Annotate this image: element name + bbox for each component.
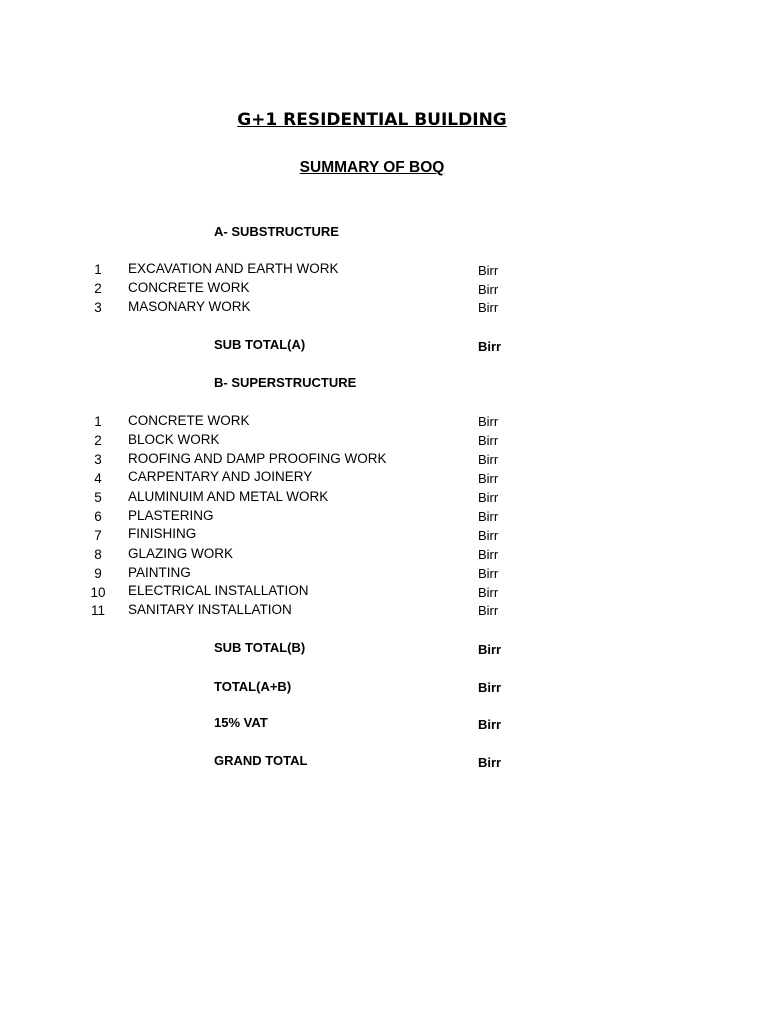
- item-unit: Birr: [478, 528, 499, 543]
- section-heading-substructure: A- SUBSTRUCTURE: [214, 224, 339, 239]
- item-label: BLOCK WORK: [128, 432, 220, 447]
- total-unit: Birr: [478, 680, 502, 695]
- item-number: 7: [94, 528, 102, 543]
- item-label: MASONARY WORK: [128, 299, 251, 314]
- grand-total-label: GRAND TOTAL: [214, 753, 308, 768]
- item-number: 1: [94, 414, 102, 429]
- item-number: 3: [94, 300, 102, 315]
- item-label: CARPENTARY AND JOINERY: [128, 469, 313, 484]
- item-label: CONCRETE WORK: [128, 280, 250, 295]
- item-label: GLAZING WORK: [128, 546, 234, 561]
- item-label: PLASTERING: [128, 508, 214, 523]
- item-number: 9: [94, 566, 102, 581]
- item-number: 11: [90, 603, 105, 618]
- item-unit: Birr: [478, 263, 499, 278]
- subtotal-b-unit: Birr: [478, 642, 502, 657]
- item-unit: Birr: [478, 547, 499, 562]
- item-unit: Birr: [478, 282, 499, 297]
- vat-unit: Birr: [478, 717, 502, 732]
- subtotal-b-label: SUB TOTAL(B): [214, 640, 306, 655]
- item-label: PAINTING: [128, 565, 191, 580]
- item-unit: Birr: [478, 509, 499, 524]
- item-label: EXCAVATION AND EARTH WORK: [128, 261, 339, 276]
- item-unit: Birr: [478, 603, 499, 618]
- item-number: 1: [94, 262, 102, 277]
- item-unit: Birr: [478, 490, 499, 505]
- item-label: CONCRETE WORK: [128, 413, 250, 428]
- item-unit: Birr: [478, 471, 499, 486]
- item-unit: Birr: [478, 566, 499, 581]
- item-label: SANITARY INSTALLATION: [128, 602, 292, 617]
- item-number: 4: [94, 471, 102, 486]
- vat-label: 15% VAT: [214, 715, 268, 730]
- item-unit: Birr: [478, 585, 499, 600]
- item-label: FINISHING: [128, 526, 197, 541]
- item-label: ALUMINUIM AND METAL WORK: [128, 489, 329, 504]
- item-number: 3: [94, 452, 102, 467]
- item-unit: Birr: [478, 300, 499, 315]
- section-heading-superstructure: B- SUPERSTRUCTURE: [214, 375, 357, 390]
- subtotal-a-unit: Birr: [478, 339, 502, 354]
- item-unit: Birr: [478, 433, 499, 448]
- item-number: 2: [94, 433, 102, 448]
- total-label: TOTAL(A+B): [214, 679, 292, 694]
- grand-total-unit: Birr: [478, 755, 502, 770]
- item-number: 8: [94, 547, 102, 562]
- document-subtitle: SUMMARY OF BOQ: [299, 159, 445, 176]
- item-number: 5: [94, 490, 102, 505]
- item-label: ELECTRICAL INSTALLATION: [128, 583, 309, 598]
- subtotal-a-label: SUB TOTAL(A): [214, 337, 306, 352]
- item-number: 6: [94, 509, 102, 524]
- item-number: 2: [94, 281, 102, 296]
- item-unit: Birr: [478, 414, 499, 429]
- item-unit: Birr: [478, 452, 499, 467]
- document-title: G+1 RESIDENTIAL BUILDING: [237, 110, 507, 130]
- item-number: 10: [90, 585, 106, 600]
- item-label: ROOFING AND DAMP PROOFING WORK: [128, 451, 387, 466]
